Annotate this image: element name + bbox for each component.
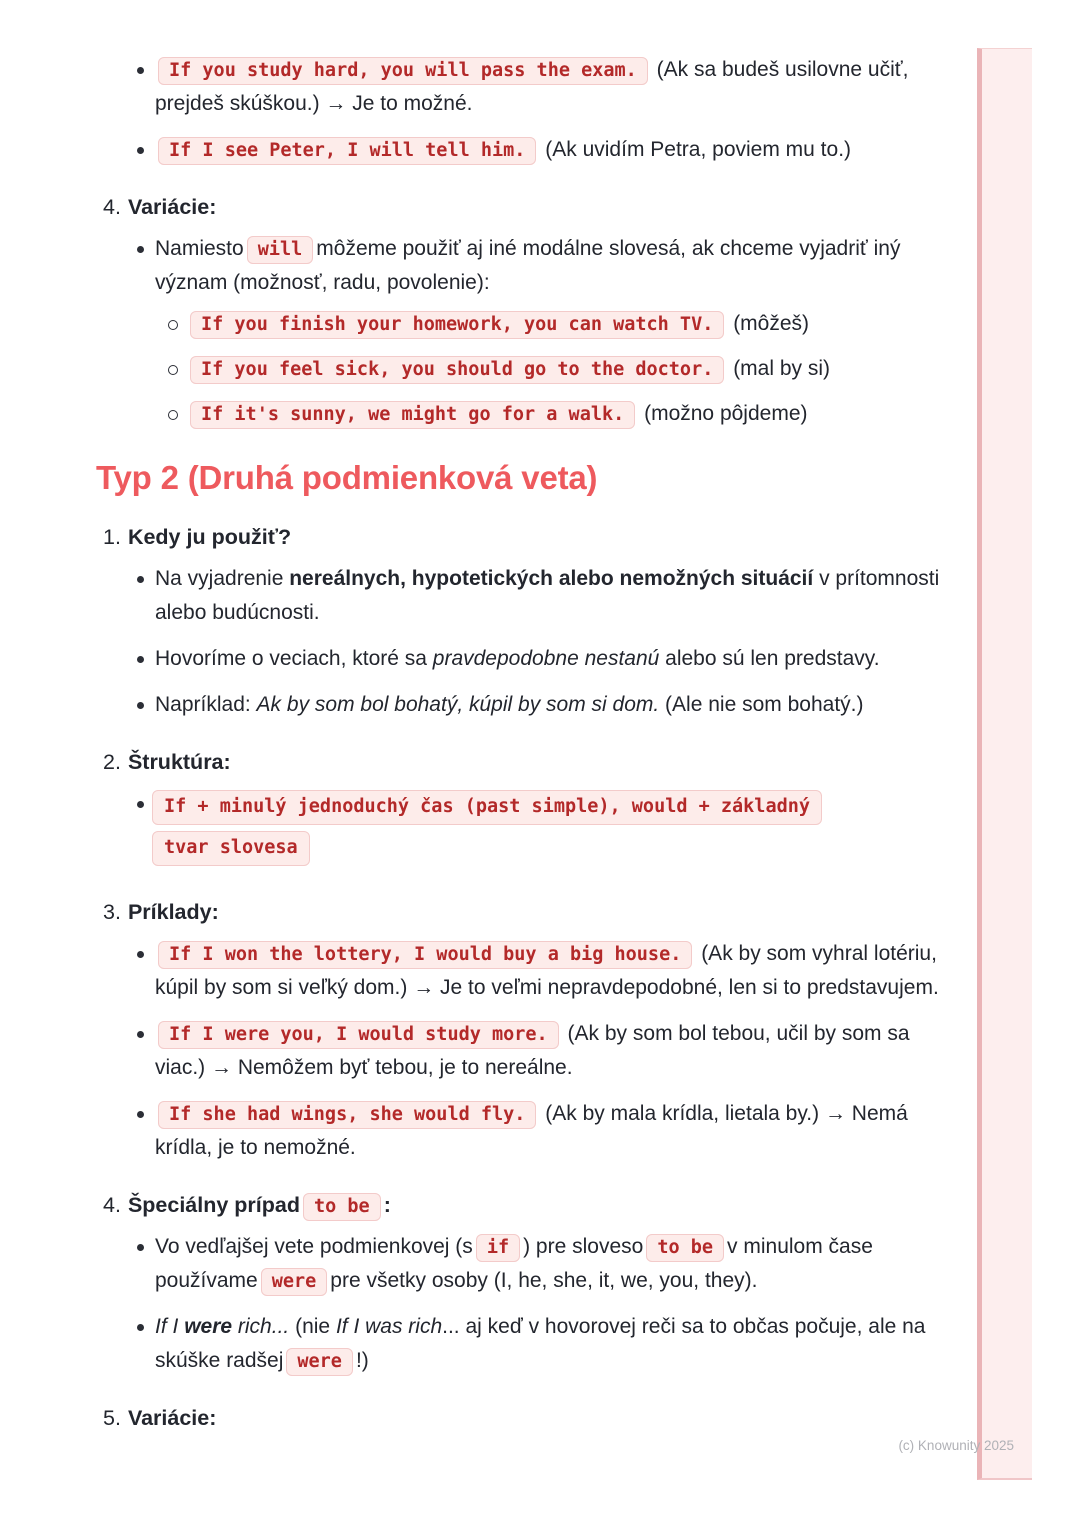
bullet-list xyxy=(96,232,940,431)
code-block-line: If + minulý jednoduchý čas (past simple), would + základný xyxy=(152,790,822,825)
bullet-dot-marker xyxy=(135,1097,155,1165)
bullet-dot-marker xyxy=(135,232,155,431)
bullet-circle-marker xyxy=(167,307,187,341)
inline-code-chip: were xyxy=(261,1268,328,1296)
item-title xyxy=(128,525,291,549)
list-item xyxy=(135,562,940,630)
list-item xyxy=(135,232,940,431)
text-segment: Hovoríme o veciach, ktoré sa xyxy=(155,647,433,670)
list-item-text xyxy=(155,688,940,722)
text-segment: Ak by som bol bohatý, kúpil by som si dom. xyxy=(256,693,660,716)
bullet-list xyxy=(96,787,940,872)
text-segment: (Ak uvidím Petra, poviem mu to.) xyxy=(539,138,852,161)
text-segment: Variácie: xyxy=(127,1406,217,1430)
text-segment: Variácie: xyxy=(127,195,217,219)
item-number: 1. xyxy=(103,525,121,549)
list-item xyxy=(135,1017,940,1085)
bullet-circle-marker xyxy=(167,397,187,431)
text-segment: Kedy ju použiť? xyxy=(127,525,292,549)
inline-code-chip: If you study hard, you will pass the exam. xyxy=(158,57,648,85)
list-item xyxy=(135,1310,940,1378)
bullet-dot-marker xyxy=(135,642,155,676)
item-title xyxy=(128,195,216,219)
list-item xyxy=(167,307,940,341)
item-number: 4. xyxy=(103,1193,121,1217)
text-segment: alebo sú len predstavy. xyxy=(659,647,880,670)
copyright-note: (c) Knowunity 2025 xyxy=(898,1438,1014,1453)
list-item xyxy=(135,53,940,121)
text-segment: (mal by si) xyxy=(727,357,831,380)
list-item-text xyxy=(155,232,940,431)
inline-code-chip: to be xyxy=(303,1193,381,1221)
section-heading: Typ 2 (Druhá podmienková veta) xyxy=(96,459,598,496)
text-segment: (Ak by mala krídla, lietala by.) → Nemá krídla, je to nemožné. xyxy=(155,1102,908,1159)
list-item-text xyxy=(187,307,940,341)
list-item-text xyxy=(155,1097,940,1165)
item-title xyxy=(128,750,231,774)
list-item xyxy=(135,688,940,722)
list-item-text xyxy=(155,787,940,872)
text-segment: If I xyxy=(155,1315,185,1338)
text-segment: Vo vedľajšej vete podmienkovej (s xyxy=(155,1235,473,1258)
text-segment: (Ak sa budeš usilovne učiť, prejdeš skúškou.) → Je to možné. xyxy=(155,58,909,115)
list-item xyxy=(135,642,940,676)
list-item-text xyxy=(155,133,940,167)
inline-code-chip: If you finish your homework, you can watch TV. xyxy=(190,311,724,339)
text-segment: môžeme použiť aj iné modálne slovesá, ak chceme vyjadriť iný význam (možnosť, radu, povolenie): xyxy=(155,237,901,294)
item-number: 2. xyxy=(103,750,121,774)
text-segment: Špeciálny prípad xyxy=(127,1193,300,1217)
inline-code-chip: If you feel sick, you should go to the doctor. xyxy=(190,356,724,384)
list-item-text xyxy=(155,937,940,1005)
bullet-dot-marker xyxy=(135,1230,155,1298)
list-item xyxy=(135,133,940,167)
text-segment: were xyxy=(184,1315,233,1338)
text-segment: (Ak by som bol tebou, učil by som sa viac.) → Nemôžem byť tebou, je to nereálne. xyxy=(155,1022,910,1079)
text-segment: pravdepodobne nestanú xyxy=(432,647,660,670)
item-title xyxy=(128,1406,216,1430)
numbered-heading xyxy=(103,1402,940,1434)
bullet-list xyxy=(96,562,940,722)
item-title xyxy=(128,1193,391,1217)
inline-code-chip: If I were you, I would study more. xyxy=(158,1021,559,1049)
code-block xyxy=(155,790,940,866)
list-item xyxy=(135,937,940,1005)
numbered-heading xyxy=(103,521,940,553)
bullet-list xyxy=(96,937,940,1165)
bullet-dot-marker xyxy=(135,133,155,167)
bullet-dot-marker xyxy=(135,562,155,630)
bullet-dot-marker xyxy=(135,1017,155,1085)
inline-code-chip: if xyxy=(476,1234,520,1262)
text-segment: nereálnych, hypotetických alebo nemožných situácií xyxy=(289,567,814,590)
list-item xyxy=(167,352,940,386)
list-item-text xyxy=(187,352,940,386)
text-segment: v minulom čase používame xyxy=(155,1235,873,1292)
text-segment: (nie xyxy=(289,1315,336,1338)
list-item-text xyxy=(155,53,940,121)
text-segment: !) xyxy=(355,1349,369,1372)
item-number: 3. xyxy=(103,900,121,924)
text-segment: (Ale nie som bohatý.) xyxy=(659,693,864,716)
list-item-text xyxy=(155,1230,940,1298)
inline-code-chip: will xyxy=(247,236,314,264)
list-item-text xyxy=(155,1017,940,1085)
text-segment: If I was rich xyxy=(335,1315,443,1338)
bullet-circle-marker xyxy=(167,352,187,386)
inline-code-chip: to be xyxy=(646,1234,724,1262)
list-item xyxy=(135,1097,940,1165)
inline-code-chip: were xyxy=(286,1348,353,1376)
list-item-text xyxy=(155,642,940,676)
bullet-dot-marker xyxy=(135,53,155,121)
inline-code-chip: If I see Peter, I will tell him. xyxy=(158,137,536,165)
bullet-dot-marker xyxy=(135,1310,155,1378)
text-segment: ) pre sloveso xyxy=(523,1235,644,1258)
text-segment: ... aj keď v hovorovej reči sa to občas počuje, ale na skúške radšej xyxy=(155,1315,926,1372)
inline-code-chip: If she had wings, she would fly. xyxy=(158,1101,536,1129)
list-item xyxy=(135,1230,940,1298)
bullet-dot-marker xyxy=(135,937,155,1005)
text-segment: rich... xyxy=(232,1315,290,1338)
numbered-heading xyxy=(103,1189,940,1221)
text-segment: v prítomnosti alebo budúcnosti. xyxy=(155,567,940,624)
bullet-dot-marker xyxy=(135,688,155,722)
inline-code-chip: If it's sunny, we might go for a walk. xyxy=(190,401,635,429)
item-number: 4. xyxy=(103,195,121,219)
text-segment: Príklady: xyxy=(127,900,219,924)
bullet-list xyxy=(96,53,940,167)
text-segment: (možno pôjdeme) xyxy=(638,402,808,425)
list-item-text xyxy=(187,397,940,431)
numbered-heading xyxy=(103,896,940,928)
item-number: 5. xyxy=(103,1406,121,1430)
list-item-text xyxy=(155,1310,940,1378)
numbered-heading xyxy=(103,746,940,778)
list-item xyxy=(135,787,940,872)
inline-code-chip: If I won the lottery, I would buy a big house. xyxy=(158,941,692,969)
text-segment: Štruktúra: xyxy=(127,750,231,774)
item-title xyxy=(128,900,219,924)
text-segment: Napríklad: xyxy=(155,693,257,716)
text-segment: (Ak by som vyhral lotériu, kúpil by som si veľký dom.) → Je to veľmi nepravdepodobné, len si to predstavujem. xyxy=(155,942,939,999)
sub-bullet-list xyxy=(155,307,940,431)
text-segment: Namiesto xyxy=(155,237,244,260)
text-segment: : xyxy=(383,1193,391,1217)
text-segment: pre všetky osoby (I, he, she, it, we, you, they). xyxy=(330,1269,758,1292)
code-block-line: tvar slovesa xyxy=(152,831,310,866)
list-item-text xyxy=(155,562,940,630)
text-segment: Na vyjadrenie xyxy=(155,567,290,590)
text-segment: (môžeš) xyxy=(727,312,810,335)
numbered-heading xyxy=(103,191,940,223)
bullet-list xyxy=(96,1230,940,1378)
list-item xyxy=(167,397,940,431)
